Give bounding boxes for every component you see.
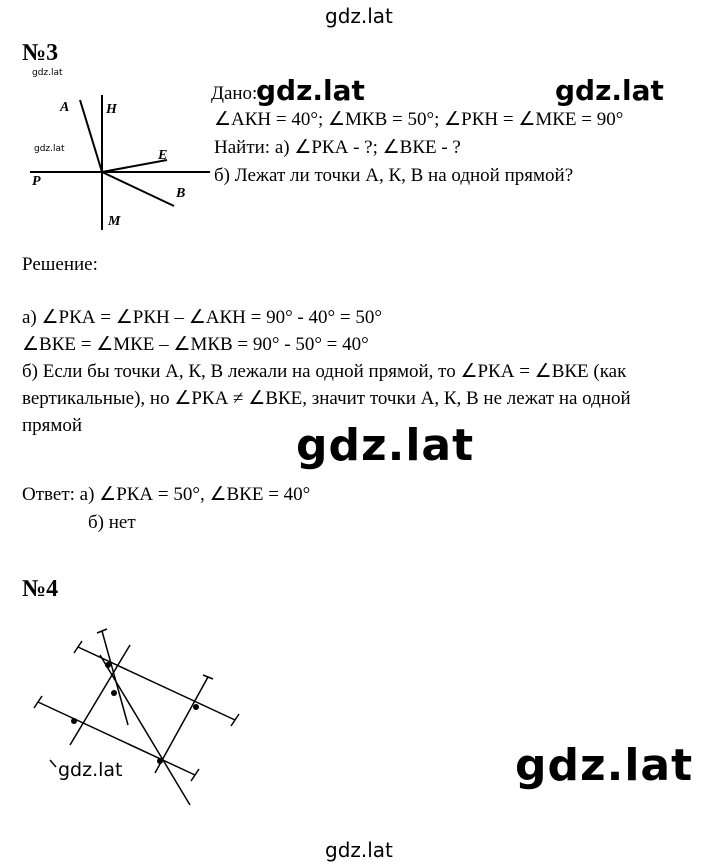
find-a: Найти: а) ∠РКА - ?; ∠ВКЕ - ? (214, 137, 461, 158)
watermark-text-a: gdz.lat (256, 74, 365, 107)
solution-line: вертикальные), но ∠РКА ≠ ∠ВКЕ, значит точки А, К, В не лежат на одной (22, 388, 631, 409)
problem-4-number: №4 (22, 576, 59, 602)
label-H: H (106, 102, 117, 117)
watermark-bottom-right: gdz.lat (515, 740, 694, 791)
solution-line: прямой (22, 415, 83, 436)
watermark-fig2: gdz.lat (58, 759, 123, 781)
problem-3-number: №3 (22, 40, 59, 66)
watermark-text-b: gdz.lat (555, 74, 664, 107)
watermark-bottom: gdz.lat (325, 838, 393, 862)
solution-line: а) ∠РКА = ∠РКН – ∠АКН = 90° - 40° = 50° (22, 307, 382, 328)
answer-b: б) нет (88, 512, 136, 533)
label-P: P (32, 174, 41, 189)
label-A: A (60, 100, 70, 115)
label-E: E (158, 148, 168, 163)
answer-a: Ответ: а) ∠РКА = 50°, ∠ВКЕ = 40° (22, 484, 311, 505)
watermark-fig1-b: gdz.lat (34, 144, 65, 154)
solution-line: б) Если бы точки А, К, В лежали на одной прямой, то ∠РКА = ∠ВКЕ (как (22, 361, 627, 382)
watermark-fig1-a: gdz.lat (32, 68, 63, 78)
watermark-top: gdz.lat (325, 4, 393, 28)
label-B: B (176, 186, 186, 201)
solution-block (22, 304, 712, 439)
figure-2 (30, 625, 280, 805)
given-values: ∠АКН = 40°; ∠МКВ = 50°; ∠РКН = ∠МКЕ = 90° (214, 109, 624, 130)
solution-line: ∠ВКЕ = ∠МКЕ – ∠МКВ = 90° - 50° = 40° (22, 334, 369, 355)
solution-title: Решение: (22, 254, 98, 275)
watermark-middle: gdz.lat (296, 420, 475, 471)
label-M: M (108, 214, 121, 229)
given-label: Дано: (211, 83, 258, 104)
find-b: б) Лежат ли точки А, К, В на одной прямой? (214, 165, 574, 186)
figure-1 (22, 60, 212, 240)
